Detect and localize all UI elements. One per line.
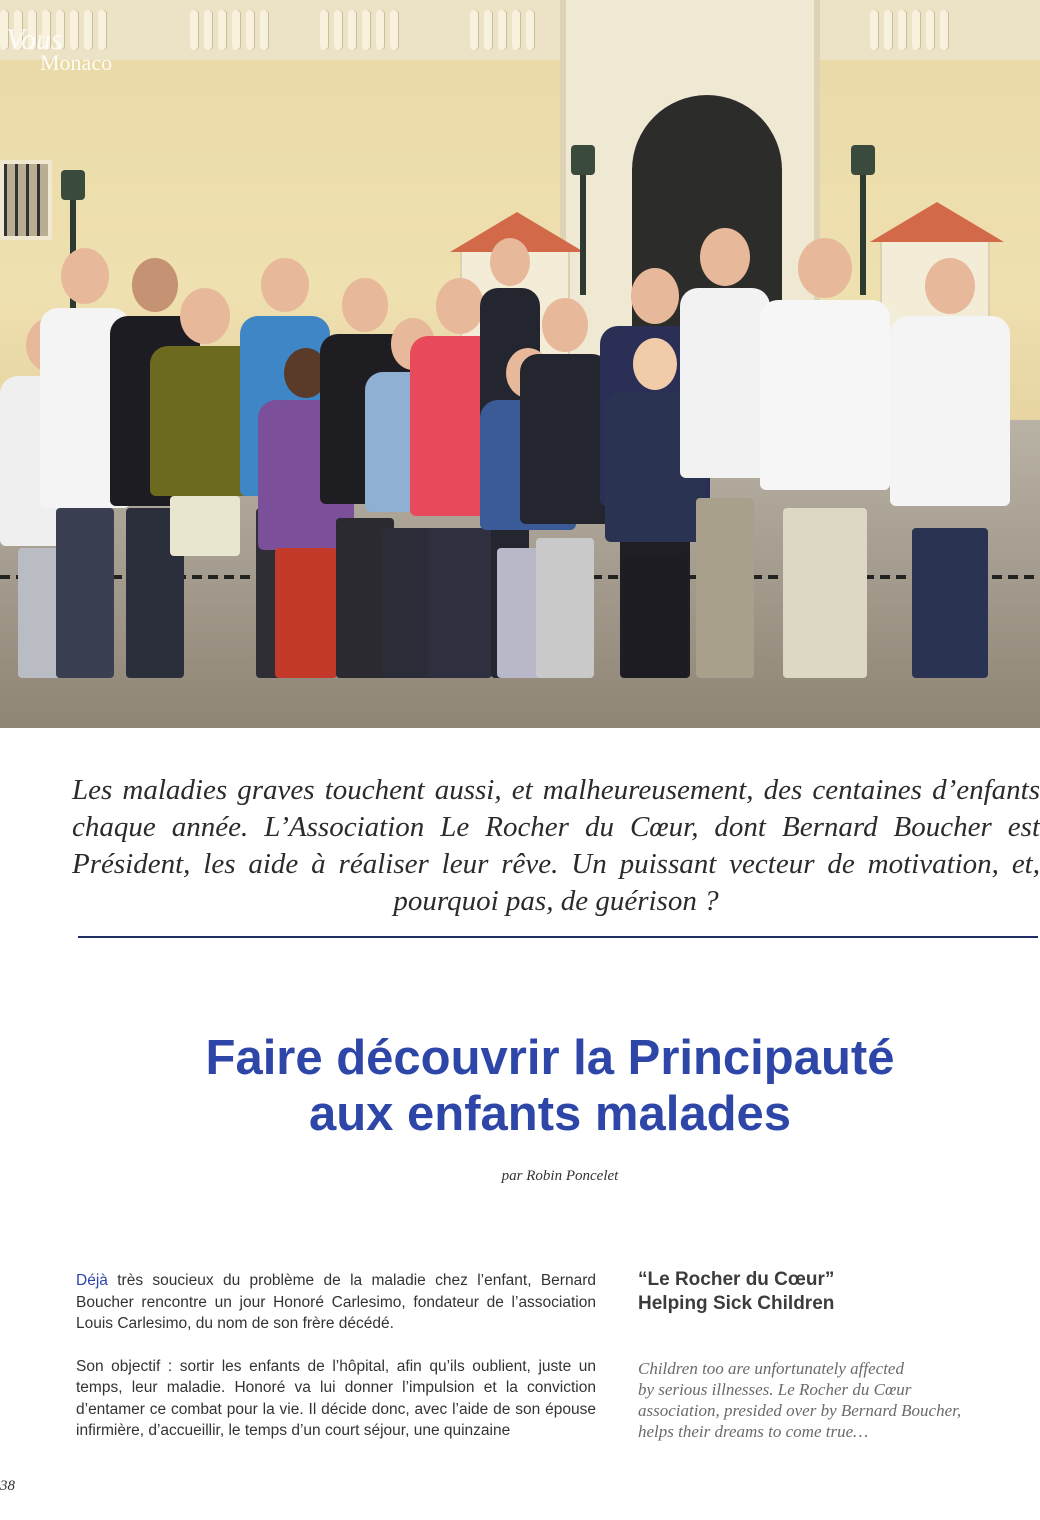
- person: [760, 238, 890, 678]
- divider-rule: [78, 936, 1038, 938]
- balustrade-right: [870, 10, 948, 50]
- person: [890, 258, 1010, 678]
- headline-line1: Faire découvrir la Principauté: [205, 1031, 895, 1085]
- english-summary-line: helps their dreams to come true…: [638, 1422, 869, 1441]
- drop-in-word: Déjà: [76, 1272, 108, 1289]
- section-tag-line2: Monaco: [40, 50, 113, 75]
- group-photo: [0, 0, 1040, 728]
- page-number: 38: [0, 1478, 15, 1494]
- english-summary-line: by serious illnesses. Le Rocher du Cœur: [638, 1380, 912, 1399]
- person: [520, 298, 610, 678]
- english-summary-line: Children too are unfortunately affected: [638, 1359, 904, 1378]
- section-tag: [0, 23, 113, 75]
- body-column: [76, 1270, 596, 1463]
- english-summary-line: association, presided over by Bernard Boucher,: [638, 1401, 962, 1420]
- palace-window: [0, 160, 52, 240]
- section-tag-line1: Vous: [6, 23, 63, 56]
- english-title: [638, 1268, 1038, 1316]
- balustrade-center-left: [190, 10, 268, 50]
- balustrade-center-right: [470, 10, 534, 50]
- body-paragraph: [76, 1270, 596, 1335]
- lede-paragraph: Les maladies graves touchent aussi, et malheureusement, des centaines d’enfants chaque année. L’Association Le Rocher du Cœur, dont Bernard Boucher est Président, les aide à réaliser leur rêve. Un puissant vecteur de motivation, et, pourquoi pas, de guérison ?: [72, 774, 1040, 917]
- byline: par Robin Poncelet: [501, 1168, 619, 1184]
- person: [680, 228, 770, 678]
- english-title-line2: Helping Sick Children: [638, 1293, 835, 1314]
- body-paragraph: Son objectif : sortir les enfants de l’hôpital, afin qu’ils oublient, juste un temps, leur maladie. Honoré va lui donner l’impulsion et la conviction d’entamer ce combat pour la vie. Il décide donc, avec l’aide de son épouse infirmière, d’accueillir, le temps d’un court séjour, une quinzaine: [76, 1357, 596, 1439]
- balustrade-center: [320, 10, 398, 50]
- headline-line2: aux enfants malades: [308, 1087, 792, 1141]
- body-paragraph-text: très soucieux du problème de la maladie chez l’enfant, Bernard Boucher rencontre un jour Honoré Carlesimo, fondateur de l’association Louis Carlesimo, du nom de son frère décédé.: [76, 1272, 596, 1332]
- article-headline: [60, 1030, 1040, 1142]
- street-lamp: [580, 175, 586, 295]
- english-title-line1: “Le Rocher du Cœur”: [638, 1269, 835, 1290]
- english-summary: [638, 1358, 1038, 1442]
